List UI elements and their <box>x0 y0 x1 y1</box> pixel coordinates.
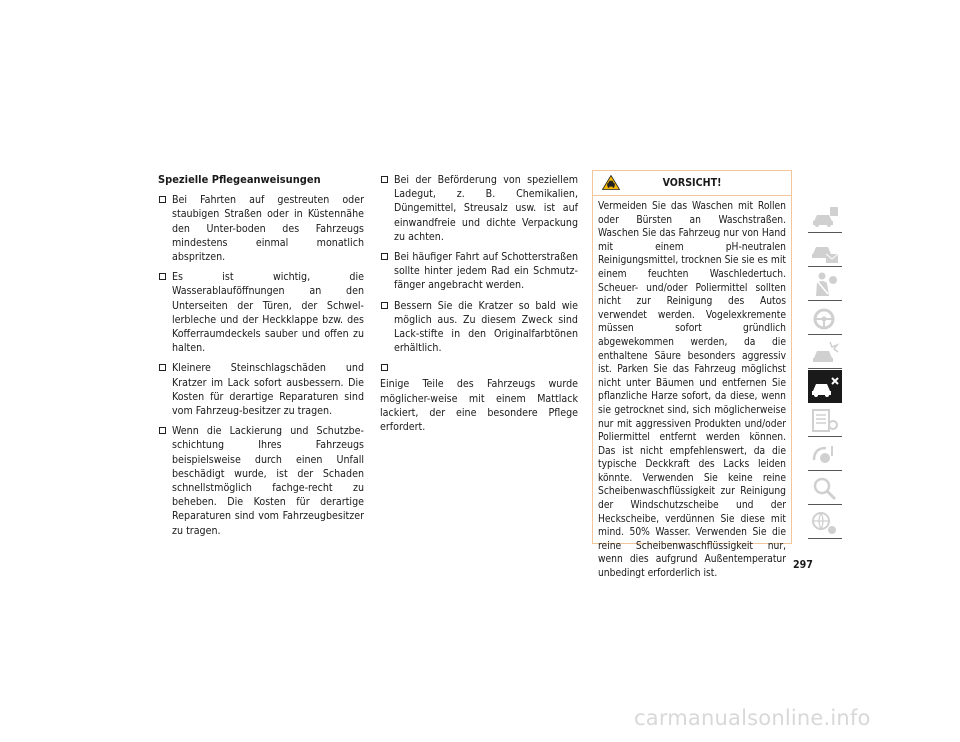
car-service-tools-icon <box>808 370 842 403</box>
tab-steering[interactable] <box>808 302 842 335</box>
square-bullet-icon <box>159 364 166 371</box>
matte-paint-paragraph: Einige Teile des Fahrzeugs wurde möglicher-weise mit einem Mattlack lackiert, der eine besondere Pflege erfordert. <box>380 378 578 434</box>
section-heading: Spezielle Pflegeanweisungen <box>158 173 321 186</box>
warning-header <box>593 171 791 196</box>
tab-car-info[interactable] <box>808 200 842 233</box>
warning-box <box>592 170 792 580</box>
list-item: Bessern Sie die Kratzer so bald wie möglich aus. Zu diesem Zweck sind Lack-stifte in den Originalfarbtönen erhältlich. <box>380 299 578 356</box>
languages-icon <box>808 506 842 539</box>
seatbelt-person-icon <box>808 268 842 301</box>
warning-text: Vermeiden Sie das Waschen mit Rollen oder Bürsten an Waschstraßen. Waschen Sie das Fahrzeug nur von Hand mit einem pH-neutralen Reinigungsmittel, trocknen Sie sie es mit einem feuchten Waschledertuch. Scheuer- und/oder Poliermittel sollten nicht zur Reinigung des Autos verwendet werden. Vogelexkremente müssen sofort gründlich abgewekommen werden, da die enthaltene Säure besonders aggressiv ist. Parken Sie das Fahrzeug möglichst nicht unter Bäumen und entfernen Sie pflanzliche Harze sofort, da diese, wenn sie getrocknet sind, sich möglicherweise nur mit aggressiven Produkten und/oder Poliermittel entfernt werden können. Das ist nicht empfehlenswert, da die typische Deckkraft des Lacks leiden könnte. Verwenden Sie keine reine Scheibenwaschflüssigkeit zur Reinigung der Windschutzscheibe und der Heckscheibe, verdünnen Sie diese mit mind. 50% Wasser. Verwenden Sie die reine Scheibenwaschflüssigkeit nur, wenn dies aufgrund Außentemperatur unbedingt erforderlich ist. <box>598 201 786 580</box>
tab-crash[interactable] <box>808 336 842 369</box>
car-crash-icon <box>808 336 842 369</box>
bullet-list-left <box>158 193 364 538</box>
steering-wheel-icon <box>808 302 842 335</box>
warning-title: VORSICHT! <box>662 177 722 189</box>
bullet-list-middle <box>380 173 578 371</box>
square-bullet-icon <box>381 302 388 309</box>
square-bullet-icon <box>381 176 388 183</box>
tab-search[interactable] <box>808 472 842 505</box>
square-bullet-icon <box>159 196 166 203</box>
car-mail-icon <box>808 234 842 267</box>
list-item: Es ist wichtig, die Wasserablauföffnungen an den Unterseiten der Türen, der Schwel-lerbleche und der Heckklappe bzw. des Kofferraumdeckels sauber und offen zu halten. <box>158 270 364 355</box>
square-bullet-icon <box>381 364 388 371</box>
list-item: Bei der Beförderung von speziellem Ladegut, z. B. Chemikalien, Düngemittel, Streusalz usw. ist auf einwandfreie und dichte Verpackung zu achten. <box>380 173 578 244</box>
left-column <box>158 173 364 544</box>
page-number: 297 <box>793 559 813 571</box>
tab-multimedia[interactable] <box>808 438 842 471</box>
list-item: Kleinere Steinschlagschäden und Kratzer im Lack sofort ausbessern. Die Kosten für derartige Reparaturen sind vom Fahrzeug-besitzer zu tragen. <box>158 361 364 418</box>
car-info-icon <box>808 200 842 233</box>
multimedia-icon <box>808 438 842 471</box>
tab-specs[interactable] <box>808 404 842 437</box>
search-magnifier-icon <box>808 472 842 505</box>
specs-list-icon <box>808 404 842 437</box>
square-bullet-icon <box>381 253 388 260</box>
list-item: Wenn die Lackierung und Schutzbe-schichtung Ihres Fahrzeugs beispielsweise durch einen Unfall beschädigt wurde, ist der Schaden schnellstmöglich fachge-recht zu beheben. Die Kosten für derartige Reparaturen sind vom Fahrzeugbesitzer zu tragen. <box>158 424 364 538</box>
tab-car-mail[interactable] <box>808 234 842 267</box>
square-bullet-icon <box>159 273 166 280</box>
middle-column <box>380 173 578 434</box>
list-item <box>380 361 578 371</box>
tab-languages[interactable] <box>808 506 842 539</box>
watermark: carmanualsonline.info <box>634 706 871 730</box>
list-item: Bei Fahrten auf gestreuten oder staubigen Straßen oder in Küstennähe den Unter-boden des Fahrzeugs mindestens einmal monatlich abspritzen. <box>158 193 364 264</box>
tab-service-active[interactable] <box>808 370 842 403</box>
list-item: Bei häufiger Fahrt auf Schotterstraßen sollte hinter jedem Rad ein Schmutz-fänger angebracht werden. <box>380 250 578 293</box>
tab-seatbelt[interactable] <box>808 268 842 301</box>
square-bullet-icon <box>159 427 166 434</box>
